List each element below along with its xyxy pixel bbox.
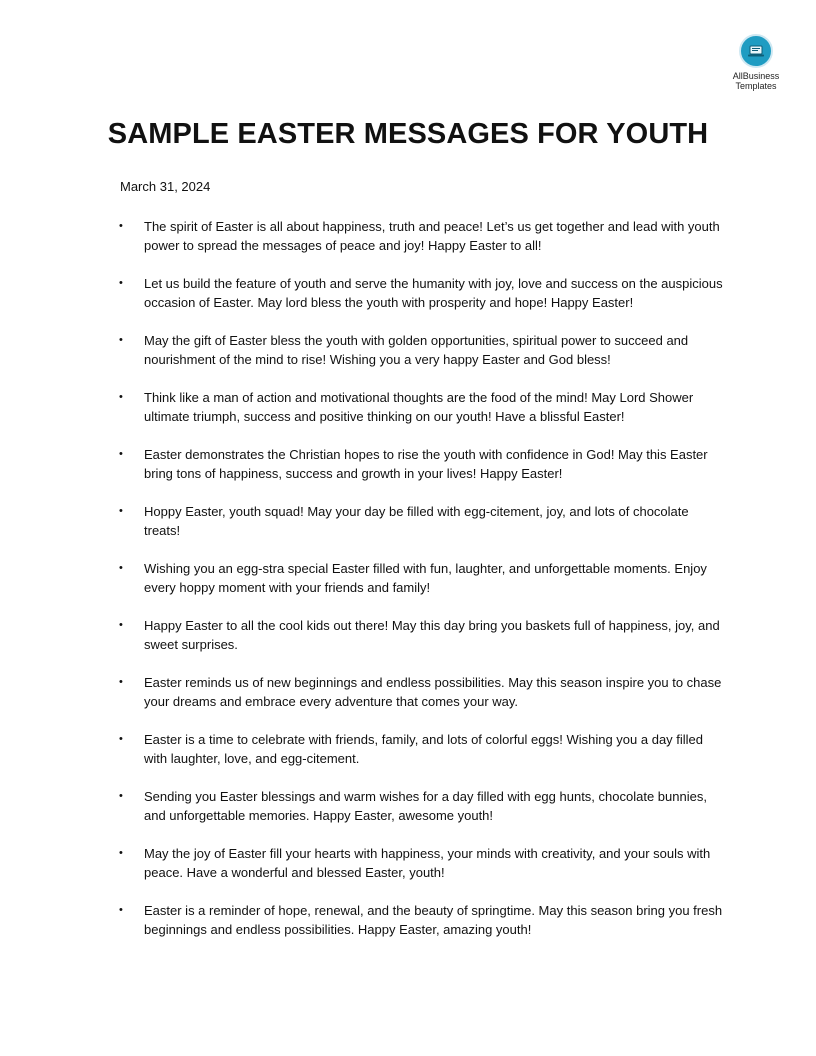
- list-item: [120, 616, 726, 673]
- message-text: Happy Easter to all the cool kids out there! May this day bring you baskets full of happiness, joy, and sweet surprises.: [144, 618, 720, 652]
- bullet-icon: •: [119, 619, 123, 631]
- list-item: [120, 274, 726, 331]
- list-item: [120, 673, 726, 730]
- bullet-icon: •: [119, 277, 123, 289]
- message-text: Sending you Easter blessings and warm wishes for a day filled with egg hunts, chocolate bunnies, and unforgettable memories. Happy Easter, awesome youth!: [144, 789, 707, 823]
- message-text: Hoppy Easter, youth squad! May your day be filled with egg-citement, joy, and lots of chocolate treats!: [144, 504, 689, 538]
- message-text: Easter is a time to celebrate with friends, family, and lots of colorful eggs! Wishing you a day filled with laughter, love, and egg-citement.: [144, 732, 704, 766]
- message-text: The spirit of Easter is all about happiness, truth and peace! Let’s us get together and lead with youth power to spread the messages of peace and joy! Happy Easter to all!: [144, 219, 720, 253]
- list-item: [120, 331, 726, 388]
- message-text: May the gift of Easter bless the youth with golden opportunities, spiritual power to succeed and nourishment of the mind to rise! Wishing you a very happy Easter and God bless!: [144, 333, 689, 367]
- bullet-icon: •: [119, 391, 123, 403]
- list-item: [120, 388, 726, 445]
- list-item: [120, 730, 726, 787]
- message-text: Let us build the feature of youth and serve the humanity with joy, love and success on the auspicious occasion of Easter. May lord bless the youth with prosperity and hope! Happy Easter!: [144, 276, 723, 310]
- message-text: Easter reminds us of new beginnings and endless possibilities. May this season inspire you to chase your dreams and embrace every adventure that comes your way.: [144, 675, 722, 709]
- list-item: [120, 217, 726, 274]
- bullet-icon: •: [119, 220, 123, 232]
- document-title: SAMPLE EASTER MESSAGES FOR YOUTH: [107, 118, 709, 150]
- logo-line-2: Templates: [735, 81, 777, 91]
- list-item: [120, 445, 726, 502]
- message-text: Think like a man of action and motivational thoughts are the food of the mind! May Lord Shower ultimate triumph, success and positive thinking on our youth! Have a blissful Easter!: [144, 390, 694, 424]
- logo-line-1: AllBusiness: [732, 71, 780, 81]
- bullet-icon: •: [119, 505, 123, 517]
- bullet-icon: •: [119, 334, 123, 346]
- bullet-icon: •: [119, 733, 123, 745]
- bullet-icon: •: [119, 562, 123, 574]
- list-item: [120, 559, 726, 616]
- bullet-icon: •: [119, 790, 123, 802]
- message-text: May the joy of Easter fill your hearts with happiness, your minds with creativity, and your souls with peace. Have a wonderful and blessed Easter, youth!: [144, 846, 711, 880]
- list-item: [120, 502, 726, 559]
- message-text: Easter is a reminder of hope, renewal, and the beauty of springtime. May this season bring you fresh beginnings and endless possibilities. Happy Easter, amazing youth!: [144, 903, 723, 937]
- document-date: March 31, 2024: [120, 179, 211, 194]
- bullet-icon: •: [119, 676, 123, 688]
- message-list: [120, 217, 726, 958]
- bullet-icon: •: [119, 904, 123, 916]
- allbusiness-logo[interactable]: [722, 34, 790, 91]
- logo-text: [733, 71, 780, 91]
- list-item: [120, 844, 726, 901]
- list-item: [120, 787, 726, 844]
- bullet-icon: •: [119, 847, 123, 859]
- laptop-icon: [739, 34, 773, 68]
- message-text: Easter demonstrates the Christian hopes to rise the youth with confidence in God! May this Easter bring tons of happiness, success and growth in your lives! Happy Easter!: [144, 447, 708, 481]
- list-item: [120, 901, 726, 958]
- bullet-icon: •: [119, 448, 123, 460]
- message-text: Wishing you an egg-stra special Easter filled with fun, laughter, and unforgettable moments. Enjoy every hoppy moment with your friends and family!: [144, 561, 707, 595]
